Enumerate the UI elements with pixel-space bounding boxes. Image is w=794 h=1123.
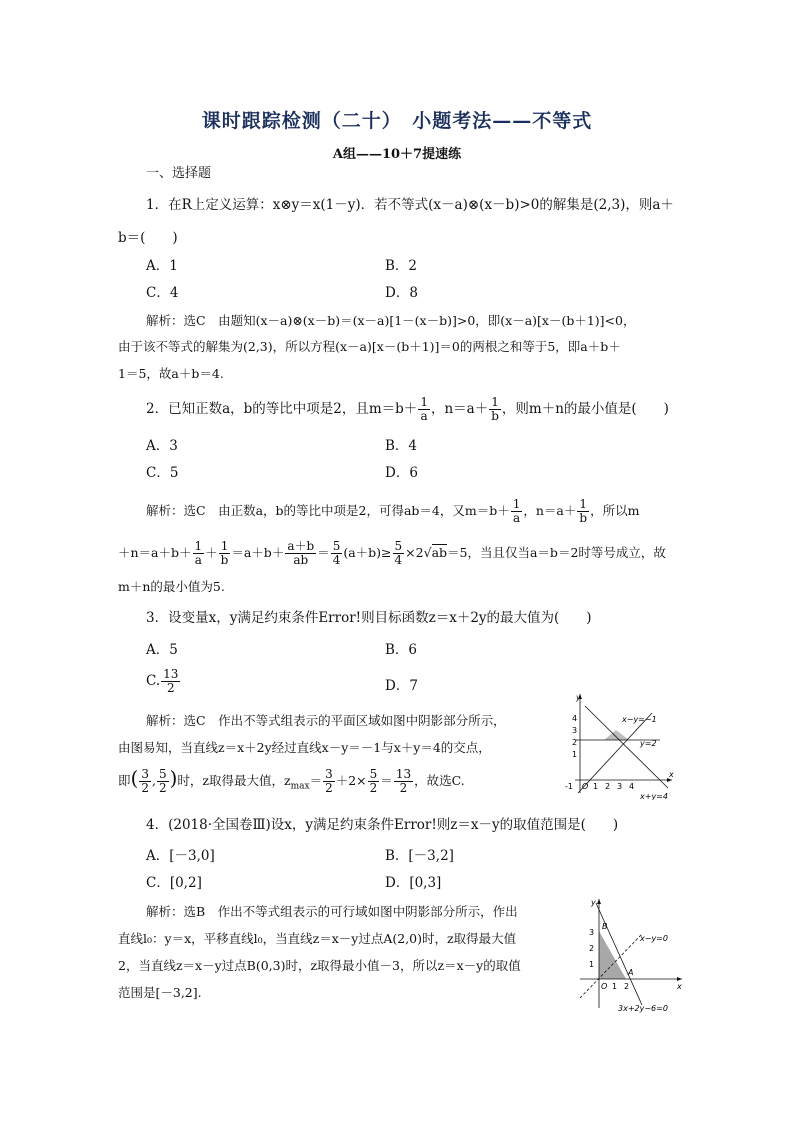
q2-stem-part1: 2．已知正数a，b的等比中项是2，且m＝b＋ [146, 401, 418, 417]
q2-sol2-part4: ＝ [317, 545, 330, 560]
x-tick-label: 2 [624, 982, 630, 991]
x-axis-label: x [677, 982, 682, 991]
frac-den: b [220, 553, 229, 567]
q4-solution-line3: 2，当直线z＝x－y过点B(0,3)时，z取得最小值－3，所以z＝x－y的取值 [118, 958, 521, 973]
fraction-1-over-b [219, 540, 231, 567]
origin-label: O [601, 982, 608, 991]
q3-sol3-part4: ＋2× [335, 773, 367, 788]
x-axis-arrow-icon [677, 977, 682, 981]
fraction-1-over-a [511, 498, 523, 525]
line-x-minus-y-eq-neg1 [578, 713, 652, 793]
q4-option-d: D．[0,3] [385, 875, 442, 891]
frac-den: a [512, 511, 521, 525]
q2-solution-line2 [118, 540, 666, 567]
q2-option-a: A．3 [146, 438, 178, 454]
frac-num: 5 [394, 539, 403, 553]
q1-option-a: A．1 [146, 258, 178, 274]
q2-sol-part3: ，所以m [590, 503, 640, 518]
frac-den: 2 [141, 781, 149, 795]
frac-num: 1 [512, 497, 521, 511]
frac-num: 13 [395, 767, 412, 781]
q3-option-d: D．7 [385, 678, 418, 694]
q2-solution-line3: m＋n的最小值为5. [118, 579, 225, 594]
y-axis-label: y [576, 693, 581, 702]
q2-option-c: C．5 [146, 465, 179, 481]
q4-option-b: B．[－3,2] [385, 848, 454, 864]
q3-solution-line1: 解析：选C 作出不等式组表示的平面区域如图中阴影部分所示， [146, 713, 506, 728]
q2-sol-part2: ，n＝a＋ [523, 503, 577, 518]
q4-option-a: A．[－3,0] [146, 848, 215, 864]
y-tick-label: 4 [572, 714, 578, 723]
frac-num: 3 [325, 767, 333, 781]
fraction-a-plus-b-over-ab [285, 540, 316, 567]
x-tick-label: -1 [565, 782, 573, 791]
line-label: 3x+2y−6=0 [618, 1004, 668, 1013]
q2-sol2-part2: ＋ [205, 545, 218, 560]
y-tick-label: 2 [572, 738, 578, 747]
x-tick-label: 1 [593, 782, 599, 791]
frac-num: 5 [369, 767, 378, 781]
q4-option-c: C．[0,2] [146, 875, 202, 891]
fraction-5-over-2 [368, 768, 380, 795]
fraction-5-over-4 [393, 540, 405, 567]
x-tick-label: 1 [612, 982, 618, 991]
y-axis-label: y [591, 898, 596, 907]
frac-den: 4 [332, 553, 341, 567]
y-tick-label: 3 [572, 726, 578, 735]
frac-num: 1 [219, 540, 231, 554]
q4-solution-line4: 范围是[－3,2]. [118, 985, 202, 1000]
x-axis-label: x [669, 770, 674, 779]
fraction-3-over-2 [139, 768, 151, 795]
origin-label: O [582, 782, 589, 791]
q4-solution-line1: 解析：选B 作出不等式组表示的可行域如图中阴影部分所示，作出 [146, 904, 518, 919]
feasible-region [604, 730, 629, 740]
q2-sol2-part1: ＋n＝a＋b＋ [118, 545, 192, 560]
group-title: A组——10＋7提速练 [332, 147, 462, 162]
q2-stem [146, 396, 669, 423]
fraction-1-over-b [577, 498, 589, 525]
frac-num: 13 [163, 667, 179, 681]
q3-figure [560, 688, 680, 800]
frac-den: ab [293, 553, 309, 567]
x-tick-label: 4 [629, 782, 635, 791]
frac-den: 2 [399, 781, 408, 795]
fraction-1-over-a [193, 540, 205, 567]
y-axis-arrow-icon [597, 899, 601, 904]
y-tick-label: 1 [589, 960, 595, 969]
q3-option-a: A．5 [146, 642, 178, 658]
fraction-5-over-2 [157, 768, 169, 795]
q3-solution-line2: 由图易知，当直线z＝x＋2y经过直线x－y＝－1与x＋y＝4的交点， [118, 740, 491, 755]
q2-sol2-part6: ×2 [405, 545, 424, 560]
q3-sol3-part5: ＝ [380, 773, 393, 788]
q3-sol3-part1: 即 [118, 773, 131, 788]
q1-solution-line1: 解析：选C 由题知(x－a)⊗(x－b)＝(x－a)[1－(x－b)]>0，即(x－a)[x－(b＋1)]<0， [146, 313, 636, 328]
q2-stem-part2: ，n＝a＋ [430, 401, 489, 417]
frac-den: b [491, 409, 499, 423]
right-paren: ) [169, 766, 178, 790]
frac-den: 2 [166, 681, 175, 695]
fraction-5-over-4 [331, 540, 343, 567]
frac-num: 3 [141, 767, 149, 781]
line-label: x+y=4 [640, 792, 668, 800]
section-heading: 一、选择题 [146, 166, 212, 181]
frac-den: a [194, 553, 202, 567]
q2-stem-part3: ，则m＋n的最小值是( ) [501, 401, 669, 417]
frac-den: 2 [325, 781, 333, 795]
x-tick-label: 2 [605, 782, 611, 791]
y-tick-label: 1 [572, 750, 578, 759]
q2-sol2-part7: ＝5，当且仅当a＝b＝2时等号成立，故 [447, 545, 666, 560]
fraction-13-over-2 [394, 768, 413, 795]
frac-num: a＋b [287, 539, 315, 553]
frac-den: b [579, 511, 588, 525]
q1-option-d: D．8 [385, 285, 418, 301]
frac-num: 1 [420, 395, 428, 409]
q2-sol-part1: 解析：选C 由正数a，b的等比中项是2，可得ab＝4，又m＝b＋ [146, 503, 510, 518]
q3-option-c [146, 668, 181, 695]
frac-num: 1 [577, 498, 589, 512]
q4-solution-line2: 直线l₀：y＝x，平移直线l₀，当直线z＝x－y过点A(2,0)时，z取得最大值 [118, 931, 517, 946]
q1-option-b: B．2 [385, 258, 418, 274]
q2-sol2-part5: (a＋b)≥ [343, 545, 392, 560]
frac-num: 1 [194, 539, 203, 553]
q3-option-b: B．6 [385, 642, 418, 658]
page-title: 课时跟踪检测（二十） 小题考法——不等式 [201, 110, 593, 132]
q3-sol3-sub: max [290, 781, 310, 792]
q2-option-b: B．4 [385, 438, 418, 454]
frac-den: a [420, 409, 428, 423]
frac-num: 5 [158, 767, 167, 781]
y-tick-label: 2 [589, 944, 595, 953]
x-tick-label: 3 [617, 782, 623, 791]
point-a-label: A [628, 968, 634, 977]
frac-num: 5 [332, 539, 341, 553]
frac-num: 1 [489, 396, 501, 410]
frac-den: 2 [369, 781, 378, 795]
q4-figure [568, 893, 688, 1015]
q1-solution-line3: 1＝5，故a＋b＝4. [118, 366, 224, 381]
sqrt-radicand: ab [431, 545, 448, 560]
point-b-label: B [602, 922, 608, 931]
q4-stem: 4．(2018·全国卷Ⅲ)设x，y满足约束条件Error!则z＝x－y的取值范围是( ) [146, 817, 619, 833]
q3-option-c-prefix: C. [146, 673, 161, 689]
q3-sol3-part6: ，故选C. [414, 773, 465, 788]
frac-den: 2 [158, 781, 167, 795]
y-tick-label: 3 [589, 928, 595, 937]
q1-solution-line2: 由于该不等式的解集为(2,3)，所以方程(x－a)[x－(b＋1)]＝0的两根之和等于5，即a＋b＋ [118, 339, 621, 354]
left-paren: ( [130, 766, 139, 790]
q2-solution-line1 [146, 498, 639, 525]
q1-stem-line2: b＝( ) [118, 230, 178, 246]
q2-sol2-part3: ＝a＋b＋ [231, 545, 285, 560]
q3-sol3-part2: 时，z取得最大值，z [177, 773, 291, 788]
q2-option-d: D．6 [385, 465, 418, 481]
fraction-3-over-2 [323, 768, 335, 795]
line-label: y=2 [640, 739, 657, 748]
q1-option-c: C．4 [146, 285, 179, 301]
line-label: x−y=0 [640, 934, 668, 943]
line-label: x−y=−1 [622, 715, 657, 724]
fraction-13-over-2 [161, 668, 180, 695]
frac-den: 4 [394, 553, 403, 567]
q3-sol3-part3: ＝ [309, 773, 323, 788]
sqrt-sign-icon: √ [423, 545, 432, 560]
q3-solution-line3: 即( $\frac{3}{2}$ , $\frac{5}{2}$ )时，z取得最大值，$z_{max}=$ $\frac{3}{2}$ ＋2× $\frac{5}{2}$ ＝ $\frac{13}{2}$ ，故选C. [118, 766, 465, 795]
fraction-1-over-a [418, 396, 430, 423]
fraction-1-over-b [489, 396, 501, 423]
q3-stem: 3．设变量x，y满足约束条件Error!则目标函数z＝x＋2y的最大值为( ) [146, 610, 592, 626]
q1-stem-line1: 1．在R上定义运算：x⊗y＝x(1－y)．若不等式(x－a)⊗(x－b)>0的解集是(2,3)，则a＋ [146, 197, 674, 213]
